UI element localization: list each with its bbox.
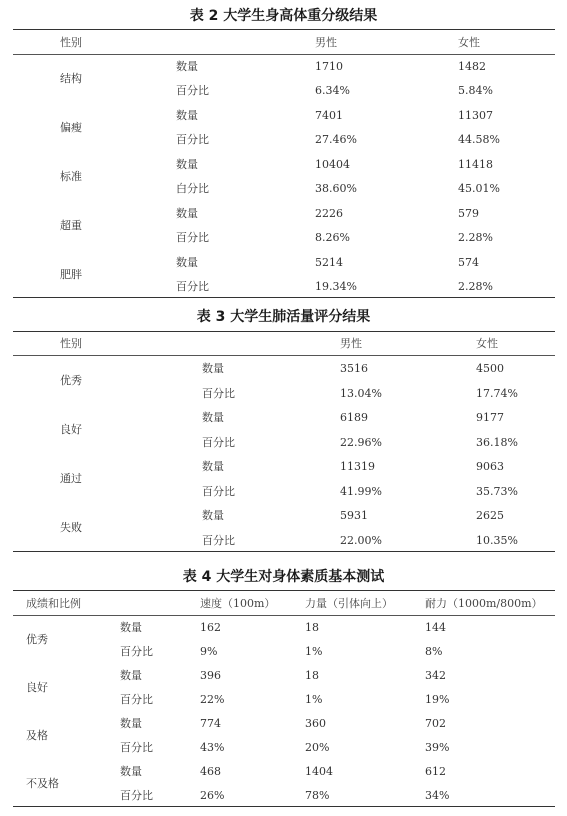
table4-row-label: 良好: [26, 681, 48, 694]
table2-cell: 数量: [176, 256, 198, 269]
table4-cell: 43%: [200, 741, 225, 754]
table4-row-label: 不及格: [26, 777, 59, 790]
table3-cell: 10.35%: [476, 534, 518, 547]
table3-cell: 11319: [340, 460, 375, 473]
table3-cell: 17.74%: [476, 387, 518, 400]
table2-cell: 数量: [176, 109, 198, 122]
table4-cell: 20%: [305, 741, 330, 754]
table3-cell: 百分比: [202, 485, 235, 498]
table4-cell: 18: [305, 621, 319, 634]
table4-cell: 数量: [120, 621, 142, 634]
table2-cell: 579: [458, 207, 479, 220]
table4-cell: 百分比: [120, 693, 153, 706]
table2-cell: 2.28%: [458, 280, 493, 293]
table3-cell: 2625: [476, 509, 504, 522]
table2-bottom-rule: [13, 297, 555, 298]
table4-cell: 22%: [200, 693, 225, 706]
table3-cell: 9063: [476, 460, 504, 473]
table3-cell: 百分比: [202, 387, 235, 400]
table3-header-male: 男性: [340, 337, 362, 350]
table4-cell: 数量: [120, 765, 142, 778]
table3-cell: 36.18%: [476, 436, 518, 449]
table4-cell: 百分比: [120, 741, 153, 754]
table2-caption: 表 2 大学生身高体重分级结果: [189, 8, 378, 24]
table3-cell: 35.73%: [476, 485, 518, 498]
table3-cell: 数量: [202, 411, 224, 424]
table3-caption: 表 3 大学生肺活量评分结果: [196, 309, 371, 325]
table3-top-rule: [13, 331, 555, 332]
table4-cell: 百分比: [120, 789, 153, 802]
table3-header-female: 女性: [476, 337, 498, 350]
table2-cell: 8.26%: [315, 231, 350, 244]
table3-row-label: 通过: [60, 472, 82, 485]
table2-row-label: 偏瘦: [60, 121, 82, 134]
table4-cell: 18: [305, 669, 319, 682]
table3-cell: 数量: [202, 362, 224, 375]
table4-cell: 396: [200, 669, 221, 682]
table2-cell: 白分比: [176, 182, 209, 195]
table3-cell: 3516: [340, 362, 368, 375]
table4-row-label: 优秀: [26, 633, 48, 646]
table2-cell: 7401: [315, 109, 343, 122]
table4-cell: 144: [425, 621, 446, 634]
table3-header-gender: 性别: [60, 337, 82, 350]
table3-cell: 百分比: [202, 436, 235, 449]
table4-cell: 360: [305, 717, 326, 730]
table3-row-label: 良好: [60, 423, 82, 436]
table3-cell: 数量: [202, 460, 224, 473]
table2-header-gender: 性别: [60, 36, 82, 49]
table3-bottom-rule: [13, 551, 555, 552]
table2-row-label: 标准: [60, 170, 82, 183]
table2-cell: 数量: [176, 207, 198, 220]
table2-row-label: 肥胖: [60, 268, 82, 281]
table2-cell: 5.84%: [458, 84, 493, 97]
table2-cell: 6.34%: [315, 84, 350, 97]
table2-cell: 数量: [176, 158, 198, 171]
table4-cell: 数量: [120, 717, 142, 730]
table4-row-label: 及格: [26, 729, 48, 742]
table4-header-speed: 速度（100m）: [200, 597, 276, 610]
table2-header-female: 女性: [458, 36, 480, 49]
table2-cell: 2226: [315, 207, 343, 220]
table4-top-rule: [13, 590, 555, 591]
table2-cell: 19.34%: [315, 280, 357, 293]
table4-cell: 1%: [305, 693, 323, 706]
table3-cell: 41.99%: [340, 485, 382, 498]
table4-cell: 9%: [200, 645, 218, 658]
table4-cell: 26%: [200, 789, 225, 802]
table2-cell: 2.28%: [458, 231, 493, 244]
table2-row-label: 超重: [60, 219, 82, 232]
table4-cell: 数量: [120, 669, 142, 682]
table3-row-label: 失败: [60, 521, 82, 534]
table4-cell: 774: [200, 717, 221, 730]
table2-cell: 1482: [458, 60, 486, 73]
table2-cell: 27.46%: [315, 133, 357, 146]
table2-cell: 45.01%: [458, 182, 500, 195]
table2-top-rule: [13, 29, 555, 30]
table3-cell: 4500: [476, 362, 504, 375]
table2-cell: 11418: [458, 158, 493, 171]
table3-cell: 22.96%: [340, 436, 382, 449]
table4-cell: 1%: [305, 645, 323, 658]
table4-cell: 19%: [425, 693, 450, 706]
table4-cell: 百分比: [120, 645, 153, 658]
table4-caption: 表 4 大学生对身体素质基本测试: [182, 569, 385, 585]
table4-cell: 612: [425, 765, 446, 778]
table4-cell: 8%: [425, 645, 443, 658]
table2-cell: 百分比: [176, 280, 209, 293]
table4-cell: 162: [200, 621, 221, 634]
table2-cell: 1710: [315, 60, 343, 73]
table2-cell: 38.60%: [315, 182, 357, 195]
table2-cell: 百分比: [176, 133, 209, 146]
table4-bottom-rule: [13, 806, 555, 807]
table4-header-endurance: 耐力（1000m/800m）: [425, 597, 543, 610]
table4-header-strength: 力量（引体向上）: [305, 597, 393, 610]
table2-cell: 5214: [315, 256, 343, 269]
table3-cell: 5931: [340, 509, 368, 522]
table2-cell: 574: [458, 256, 479, 269]
table3-cell: 13.04%: [340, 387, 382, 400]
table4-cell: 342: [425, 669, 446, 682]
table3-header-rule: [13, 355, 555, 356]
table2-cell: 44.58%: [458, 133, 500, 146]
table3-cell: 6189: [340, 411, 368, 424]
table4-cell: 78%: [305, 789, 330, 802]
table2-cell: 11307: [458, 109, 493, 122]
table2-cell: 百分比: [176, 231, 209, 244]
table2-header-male: 男性: [315, 36, 337, 49]
table3-cell: 9177: [476, 411, 504, 424]
table3-row-label: 优秀: [60, 374, 82, 387]
table2-cell: 10404: [315, 158, 350, 171]
table4-cell: 468: [200, 765, 221, 778]
table3-cell: 百分比: [202, 534, 235, 547]
table2-header-rule: [13, 54, 555, 55]
table4-header-rule: [13, 615, 555, 616]
table2-cell: 数量: [176, 60, 198, 73]
table4-cell: 39%: [425, 741, 450, 754]
table2-cell: 百分比: [176, 84, 209, 97]
table4-cell: 34%: [425, 789, 450, 802]
table4-cell: 702: [425, 717, 446, 730]
table4-header-category: 成绩和比例: [26, 597, 81, 610]
table3-cell: 22.00%: [340, 534, 382, 547]
table3-cell: 数量: [202, 509, 224, 522]
table4-cell: 1404: [305, 765, 333, 778]
table2-row-label: 结构: [60, 72, 82, 85]
